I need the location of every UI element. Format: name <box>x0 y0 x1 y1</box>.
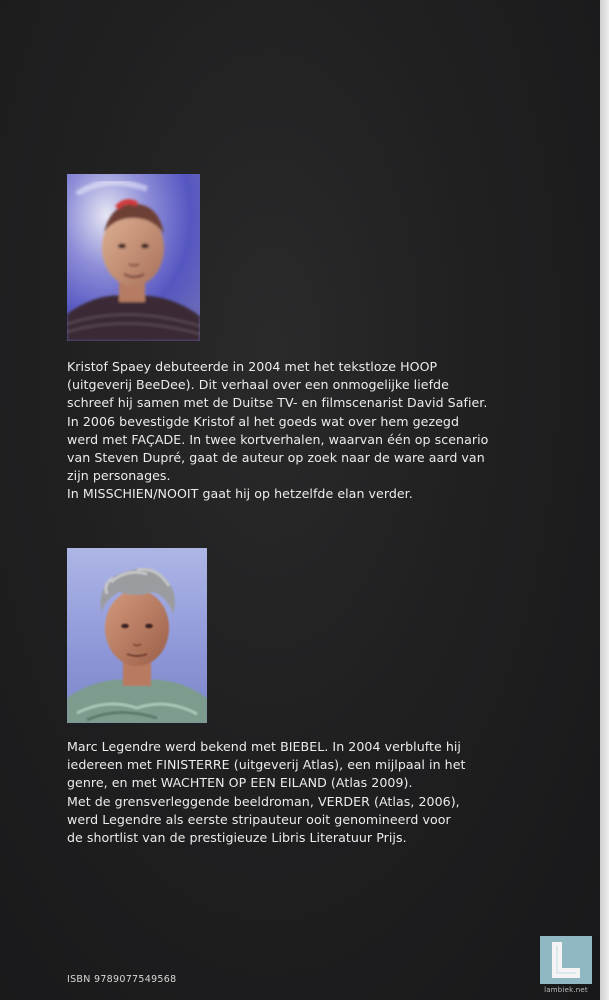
bio-line: werd met FAÇADE. In twee kortverhalen, waarvan één op scenario <box>67 431 489 447</box>
bio-line: werd Legendre als eerste stripauteur ooit genomineerd voor <box>67 811 451 827</box>
bio-line: genre, en met WACHTEN OP EEN EILAND (Atlas 2009). <box>67 775 413 791</box>
author-bio-marc-legendre <box>67 738 537 847</box>
lambiek-logo-icon <box>540 936 592 984</box>
bio-line: de shortlist van de prestigieuze Libris Literatuur Prijs. <box>67 830 407 846</box>
bio-line: In MISSCHIEN/NOOIT gaat hij op hetzelfde elan verder. <box>67 486 413 502</box>
page-edge <box>600 0 609 1000</box>
author-portrait-1 <box>67 174 200 341</box>
bio-line: Kristof Spaey debuteerde in 2004 met het tekstloze HOOP <box>67 359 438 374</box>
author-photo-marc-legendre <box>67 548 207 723</box>
bio-line: iedereen met FINISTERRE (uitgeverij Atlas), een mijlpaal in het <box>67 757 466 773</box>
logo-caption: lambiek.net <box>544 986 588 994</box>
bio-line: van Steven Dupré, gaat de auteur op zoek naar de ware aard van <box>67 450 485 466</box>
bio-line: In 2006 bevestigde Kristof al het goeds wat over hem gezegd <box>67 413 459 429</box>
isbn-number: ISBN 9789077549568 <box>67 974 177 985</box>
bio-line: Met de grensverleggende beeldroman, VERDER (Atlas, 2006), <box>67 793 460 809</box>
bio-line: (uitgeverij BeeDee). Dit verhaal over een onmogelijke liefde <box>67 377 449 393</box>
author-photo-kristof-spaey <box>67 174 200 341</box>
bio-line: schreef hij samen met de Duitse TV- en filmscenarist David Safier. <box>67 395 488 411</box>
author-bio-kristof-spaey <box>67 358 537 504</box>
bio-line: Marc Legendre werd bekend met BIEBEL. In 2004 verblufte hij <box>67 739 461 754</box>
author-portrait-2 <box>67 548 207 723</box>
bio-line: zijn personages. <box>67 468 171 484</box>
lambiek-logo <box>540 936 592 984</box>
